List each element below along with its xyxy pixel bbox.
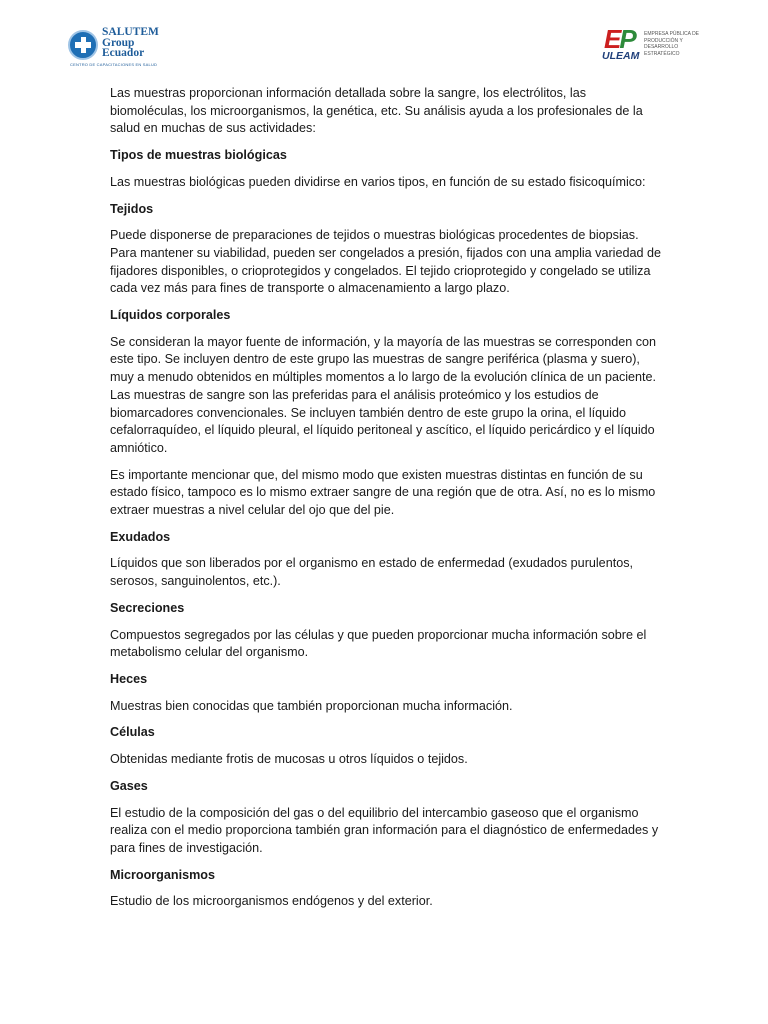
celulas-paragraph: Obtenidas mediante frotis de mucosas u otros líquidos o tejidos.	[110, 752, 468, 767]
tipos-paragraph: Las muestras biológicas pueden dividirse en varios tipos, en función de su estado fisicoquímico:	[110, 174, 646, 189]
tejidos-paragraph: Puede disponerse de preparaciones de tejidos o muestras biológicas procedentes de biopsias. Para mantener su viabilidad, pueden ser congelados a presión, fijados con una amplia variedad de fijadores disponibles, o crioprotegidos y congelados. El tejido crioprotegido y congelado se utiliza cada vez más para fines de transporte o almacenamiento a largo plazo.	[110, 228, 661, 296]
section-heading-tejidos: Tejidos	[110, 201, 154, 216]
uleam-ep-logo	[600, 26, 715, 70]
medical-cross-icon	[68, 30, 98, 60]
importante-paragraph: Es importante mencionar que, del mismo modo que existen muestras distintas en función de su estado físico, tampoco es lo mismo extraer sangre de una región que de otra. Así, no es lo mismo extraer muestras a nivel celular del ojo que del pie.	[110, 467, 656, 518]
liquidos-paragraph: Se consideran la mayor fuente de información, y la mayoría de las muestras se corresponden con este tipo. Se incluyen dentro de este grupo las muestras de sangre periférica (plasma y suero), muy a menudo obtenidos en múltiples momentos a lo largo de la evolución clínica de un paciente. Las muestras de sangre son las preferidas para el análisis proteómico y los estudios de biomarcadores convencionales. Se incluyen también dentro de este grupo la orina, el líquido cefalorraquídeo, el líquido pleural, el líquido peritoneal y ascítico, el líquido pericárdico y el líquido amniótico.	[110, 334, 657, 455]
ep-mark-p: P	[619, 24, 635, 54]
exudados-paragraph: Líquidos que son liberados por el organismo en estado de enfermedad (exudados purulentos, serosos, sanguinolentos, etc.).	[110, 556, 633, 589]
section-heading-liquidos: Líquidos corporales	[110, 308, 231, 323]
salutem-logo-line1: SALUTEM	[102, 26, 159, 38]
document-body	[110, 85, 662, 920]
ep-mark	[604, 26, 635, 52]
section-heading-tipos: Tipos de muestras biológicas	[110, 148, 287, 163]
uleam-name: ULEAM	[602, 50, 640, 62]
section-heading-celulas: Células	[110, 725, 155, 740]
salutem-logo-line3: Ecuador	[102, 47, 145, 59]
section-heading-exudados: Exudados	[110, 529, 171, 544]
salutem-tagline: CENTRO DE CAPACITACIONES EN SALUD	[70, 62, 158, 67]
section-heading-secreciones: Secreciones	[110, 600, 185, 615]
uleam-descriptor: EMPRESA PÚBLICA DE PRODUCCIÓN Y DESARROLLO ESTRATÉGICO	[644, 31, 700, 57]
intro-paragraph: Las muestras proporcionan información detallada sobre la sangre, los electrólitos, las biomoléculas, los microorganismos, la genética, etc. Su análisis ayuda a los profesionales de la salud en muchas de sus actividades:	[110, 86, 643, 136]
section-heading-gases: Gases	[110, 778, 148, 793]
section-heading-microorganismos: Microorganismos	[110, 867, 215, 882]
section-heading-heces: Heces	[110, 671, 148, 686]
salutem-logo-line2: Group	[102, 36, 135, 49]
page-header	[0, 0, 768, 84]
ep-mark-e: E	[604, 24, 620, 54]
salutem-logo	[68, 26, 168, 70]
heces-paragraph: Muestras bien conocidas que también proporcionan mucha información.	[110, 698, 513, 713]
salutem-logo-text	[102, 27, 159, 59]
secreciones-paragraph: Compuestos segregados por las células y que pueden proporcionar mucha información sobre el metabolismo celular del organismo.	[110, 627, 647, 660]
gases-paragraph: El estudio de la composición del gas o del equilibrio del intercambio gaseoso que el organismo realiza con el medio proporciona también gran información para el diagnóstico de enfermedades y para fines de investigación.	[110, 805, 659, 855]
microorganismos-paragraph: Estudio de los microorganismos endógenos y del exterior.	[110, 894, 433, 909]
